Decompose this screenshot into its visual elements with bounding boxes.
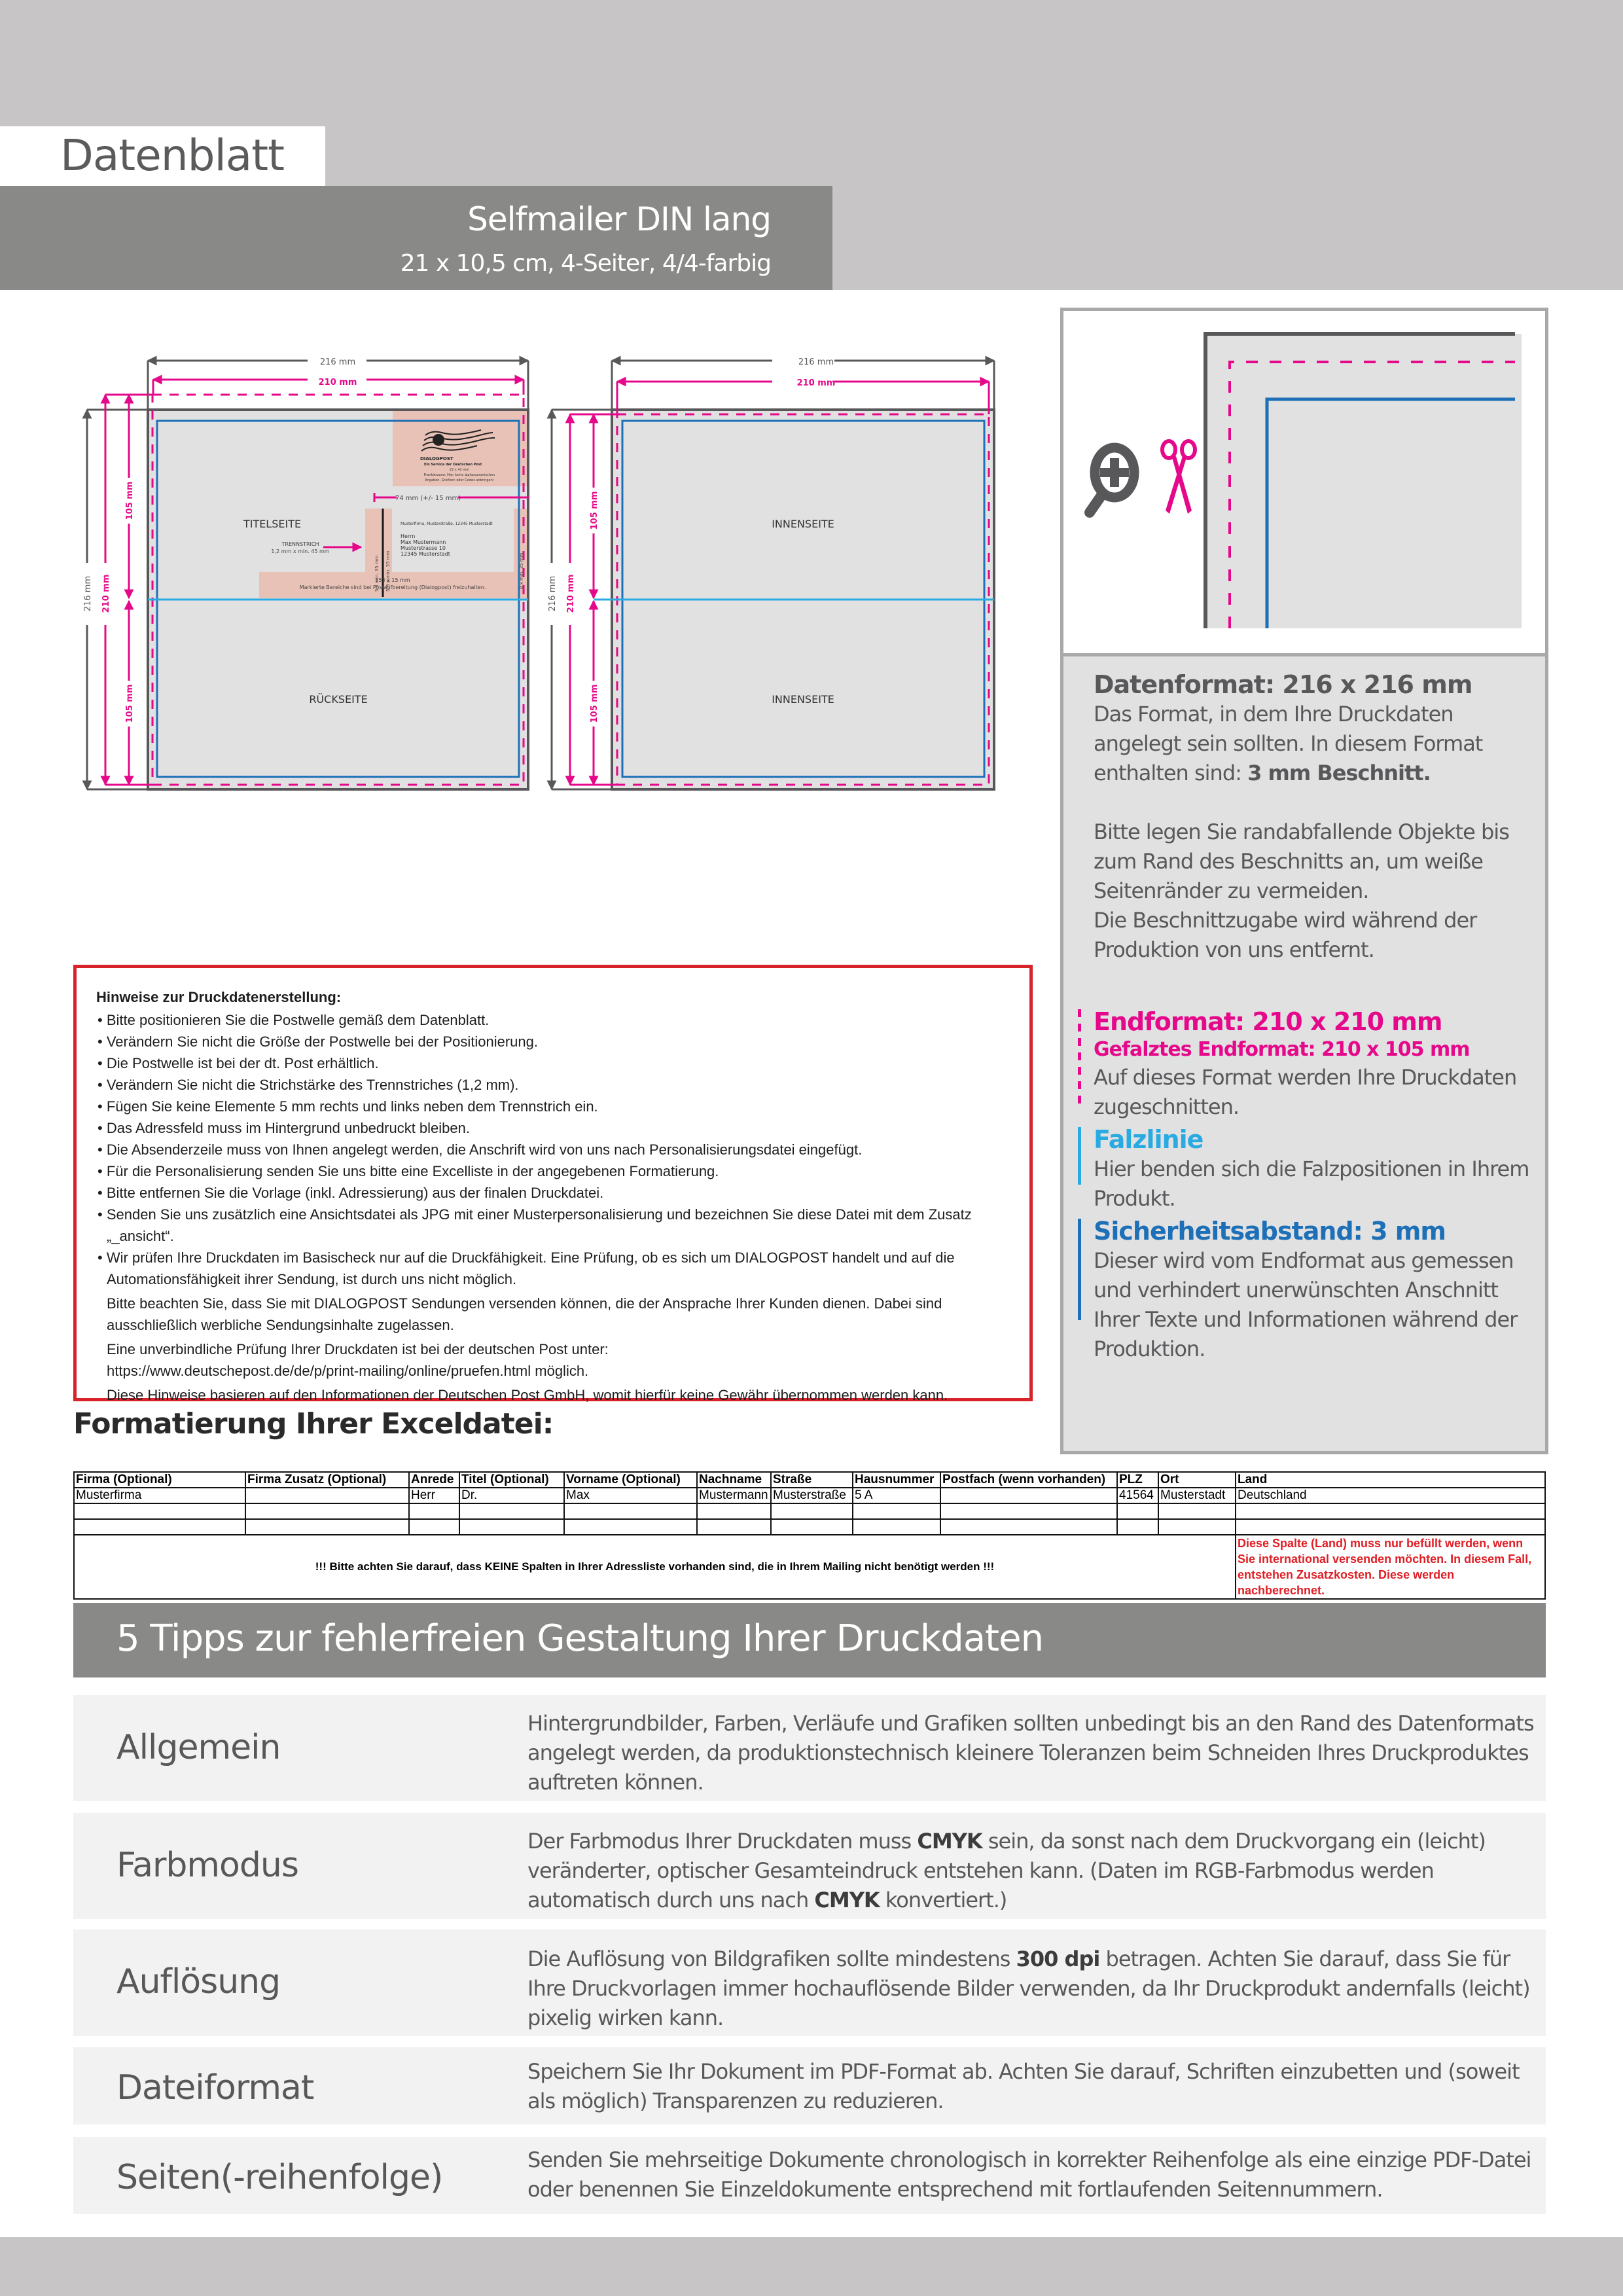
tip-name: Farbmodus <box>116 1846 298 1885</box>
table-cell <box>940 1488 1117 1503</box>
address-line-2: Max Mustermann <box>401 539 446 545</box>
table-cell <box>697 1503 771 1519</box>
column-header: Titel (Optional) <box>459 1472 564 1488</box>
table-cell: Musterstadt <box>1158 1488 1236 1503</box>
table-cell <box>853 1519 940 1535</box>
table-row <box>74 1488 1545 1503</box>
hint-item: • Das Adressfeld muss im Hintergrund unbedruckt bleiben. <box>96 1117 1010 1139</box>
tip-allgemein <box>73 1695 1546 1801</box>
tip-text-part: konvertiert.) <box>879 1888 1007 1912</box>
safety-text: Dieser wird vom Endformat aus gemessen und verhindert unerwünschten Anschnitt Ihrer Texte und Informationen während der Produktion. <box>1094 1248 1518 1361</box>
table-cell: Max <box>564 1488 697 1503</box>
product-bar <box>0 186 832 290</box>
excel-format-table <box>73 1471 1546 1600</box>
fold-legend-bar <box>1078 1127 1081 1185</box>
offset-label: 74 mm (+/- 15 mm) <box>395 495 461 502</box>
hint-item: • Fügen Sie keine Elemente 5 mm rechts und links neben dem Trennstrich ein. <box>96 1096 1010 1117</box>
table-cell: Musterfirma <box>74 1488 245 1503</box>
legend-datenformat <box>1094 670 1532 965</box>
hint-para-3: Diese Hinweise basieren auf den Informationen der Deutschen Post GmbH, womit hierfür keine Gewähr übernommen werden kann. <box>107 1387 948 1403</box>
dim-height-216: 216 mm <box>83 575 93 612</box>
page-title-box <box>0 126 325 186</box>
hint-item: • Verändern Sie nicht die Strichstärke des Trennstriches (1,2 mm). <box>96 1074 1010 1096</box>
table-cell <box>697 1519 771 1535</box>
product-name: Selfmailer DIN lang <box>467 200 771 238</box>
table-cell <box>853 1503 940 1519</box>
table-cell <box>1158 1519 1236 1535</box>
tip-name: Allgemein <box>116 1728 281 1767</box>
column-header: Hausnummer <box>853 1472 940 1488</box>
column-header: Firma Zusatz (Optional) <box>245 1472 409 1488</box>
zone-c-label: 8 x min. 35 mm <box>519 552 524 589</box>
dim-lower-105: 105 mm <box>125 684 135 723</box>
table-cell: Herr <box>409 1488 459 1503</box>
table-cell <box>940 1519 1117 1535</box>
magnifier-plus-icon <box>1090 448 1134 512</box>
safety-title: Sicherheitsabstand: 3 mm <box>1094 1217 1446 1246</box>
table-cell: Musterstraße <box>771 1488 853 1503</box>
table-cell <box>940 1503 1117 1519</box>
datenformat-text: Das Format, in dem Ihre Druckdaten angelegt sein sollten. In diesem Format enthalten sind: <box>1094 702 1483 785</box>
address-line-3: Musterstrasse 10 <box>401 545 446 551</box>
tip-text: Speichern Sie Ihr Dokument im PDF-Format ab. Achten Sie darauf, Schriften einzubetten und (soweit als möglich) Transparenzen zu reduzieren. <box>527 2059 1520 2113</box>
datenformat-text-3: Die Beschnittzugabe wird während der Produktion von uns entfernt. <box>1094 908 1477 962</box>
table-cell: Mustermann <box>697 1488 771 1503</box>
column-warning: !!! Bitte achten Sie darauf, dass KEINE Spalten in Ihrer Adressliste vorhanden sind, die in Ihrem Mailing nicht benötigt werden !!! <box>74 1535 1236 1599</box>
tip-text: Hintergrundbilder, Farben, Verläufe und Grafiken sollten unbedingt bis an den Rand des Datenformats angelegt werden, da produktionstechnisch kleinere Toleranzen beim Schneiden Ihres Druckproduktes auftreten können. <box>527 1711 1534 1795</box>
table-cell <box>245 1488 409 1503</box>
hint-para-2a: Eine unverbindliche Prüfung Ihrer Druckdaten ist bei der deutschen Post unter: <box>107 1341 609 1357</box>
diagram-front <box>83 357 529 789</box>
legend-zoom-illustration <box>1063 311 1545 656</box>
dim-width-216: 216 mm <box>798 357 834 367</box>
hint-item: • Verändern Sie nicht die Größe der Postwelle bei der Positionierung. <box>96 1031 1010 1052</box>
endformat-text: Auf dieses Format werden Ihre Druckdaten zugeschnitten. <box>1094 1065 1517 1119</box>
tip-text-part: sein, da sonst nach dem Druckvorgang ein (leicht) veränderter, optischer Gesamteindruck entstehen kann. (Daten im RGB-Farbmodus werden automatisch durch uns nach <box>527 1829 1486 1912</box>
column-header: Nachname <box>697 1472 771 1488</box>
label-innenseite-bottom: INNENSEITE <box>772 693 834 706</box>
layout-diagrams <box>0 327 1047 825</box>
column-header: Straße <box>771 1472 853 1488</box>
stamp-note-2: Angaben, Grafiken oder Codes anbringen! <box>425 478 494 482</box>
table-cell <box>459 1519 564 1535</box>
table-cell <box>1117 1503 1158 1519</box>
tip-text-bold: 300 dpi <box>1016 1946 1100 1971</box>
column-header: Firma (Optional) <box>74 1472 245 1488</box>
band-size: 153 x 15 mm <box>375 577 410 583</box>
stamp-note-1: Frankierzone: Hier keine alphanumerischen <box>423 473 495 477</box>
table-cell <box>1236 1519 1545 1535</box>
table-cell <box>771 1503 853 1519</box>
column-header: PLZ <box>1117 1472 1158 1488</box>
table-cell <box>564 1503 697 1519</box>
tip-dateiformat <box>73 2047 1546 2125</box>
hint-link[interactable]: https://www.deutschepost.de/de/p/print-mailing/online/pruefen.html möglich. <box>107 1363 589 1379</box>
scissors-icon <box>1162 441 1195 514</box>
table-cell: 5 A <box>853 1488 940 1503</box>
zone-b-label: 5-8 x min. 35 mm <box>385 550 391 592</box>
endformat-title: Endformat: 210 x 210 mm <box>1094 1007 1442 1036</box>
tip-text-part: Die Auflösung von Bildgrafiken sollte mindestens <box>527 1946 1016 1971</box>
table-cell <box>74 1519 245 1535</box>
label-rueckseite: RÜCKSEITE <box>309 693 368 706</box>
diagram-inside <box>548 357 994 789</box>
separator-size: 1,2 mm x min. 45 mm <box>271 548 330 554</box>
hint-item: • Für die Personalisierung senden Sie uns bitte eine Excelliste in der angegebenen Formatierung. <box>96 1160 1010 1182</box>
stamp-size: 22 x 42 mm <box>449 468 470 472</box>
legend-falzlinie <box>1094 1124 1532 1213</box>
label-innenseite-top: INNENSEITE <box>772 518 834 530</box>
sender-line: Musterfirma, Musterstraße, 12345 Musterstadt <box>401 522 493 526</box>
hint-item: • Bitte entfernen Sie die Vorlage (inkl. Adressierung) aus der finalen Druckdatei. <box>96 1182 1010 1204</box>
tip-name: Seiten(-reihenfolge) <box>116 2158 443 2197</box>
table-cell <box>1236 1503 1545 1519</box>
product-specs: 21 x 10,5 cm, 4-Seiter, 4/4-farbig <box>400 250 771 277</box>
hint-item: • Wir prüfen Ihre Druckdaten im Basischeck nur auf die Druckfähigkeit. Eine Prüfung, ob es sich um DIALOGPOST handelt und auf die Automationsfähigkeit ihrer Sendung, ist durch uns nicht möglich. <box>96 1247 1010 1290</box>
tip-text <box>527 1827 1535 1915</box>
table-cell: 41564 <box>1117 1488 1158 1503</box>
column-header: Postfach (wenn vorhanden) <box>940 1472 1117 1488</box>
table-cell <box>245 1503 409 1519</box>
print-data-hints <box>73 965 1033 1401</box>
address-line-1: Herrn <box>401 533 416 539</box>
table-row <box>74 1519 1545 1535</box>
hint-item: • Die Absenderzeile muss von Ihnen angelegt werden, die Anschrift wird von uns nach Personalisierungsdatei eingefügt. <box>96 1139 1010 1160</box>
dim-width-210: 210 mm <box>796 378 836 388</box>
table-cell: Dr. <box>459 1488 564 1503</box>
column-header: Land <box>1236 1472 1545 1488</box>
endformat-subtitle: Gefalztes Endformat: 210 x 105 mm <box>1094 1038 1470 1061</box>
datenformat-bold: 3 mm Beschnitt. <box>1247 761 1431 785</box>
safety-legend-bar <box>1078 1219 1081 1320</box>
hint-item: • Die Postwelle ist bei der dt. Post erhältlich. <box>96 1052 1010 1074</box>
stamp-line: Ein Service der Deutschen Post <box>424 463 482 467</box>
stamp-brand: DIALOGPOST <box>420 456 454 461</box>
separator-title: TRENNSTRICH <box>281 541 319 547</box>
dim-height-216: 216 mm <box>548 575 558 612</box>
tip-aufloesung <box>73 1929 1546 2036</box>
tips-heading: 5 Tipps zur fehlerfreien Gestaltung Ihrer Druckdaten <box>73 1603 1546 1677</box>
zone-a-label: 5 x min. 35 mm <box>374 555 380 592</box>
legend-panel <box>1060 308 1548 1454</box>
column-header: Vorname (Optional) <box>564 1472 697 1488</box>
table-cell <box>409 1503 459 1519</box>
legend-safety <box>1094 1216 1532 1364</box>
tip-farbmodus <box>73 1813 1546 1919</box>
table-cell <box>409 1519 459 1535</box>
dim-lower-105: 105 mm <box>590 684 599 723</box>
hints-title: Hinweise zur Druckdatenerstellung: <box>96 989 342 1005</box>
dim-height-210: 210 mm <box>101 574 111 613</box>
footer-band <box>0 2237 1623 2296</box>
table-cell <box>1158 1503 1236 1519</box>
table-note-row <box>74 1535 1545 1599</box>
dim-width-216: 216 mm <box>319 357 356 367</box>
dim-width-210: 210 mm <box>318 378 357 387</box>
tip-text-bold: CMYK <box>917 1829 982 1854</box>
land-note: Diese Spalte (Land) muss nur befüllt werden, wenn Sie international versenden möchten. In diesem Fall, entstehen Zusatzkosten. Diese werden nachberechnet. <box>1236 1535 1545 1599</box>
dim-height-210: 210 mm <box>566 574 576 613</box>
hint-item: • Bitte positionieren Sie die Postwelle gemäß dem Datenblatt. <box>96 1009 1010 1031</box>
falz-title: Falzlinie <box>1094 1125 1204 1154</box>
column-header: Ort <box>1158 1472 1236 1488</box>
table-cell <box>1117 1519 1158 1535</box>
hint-para-1: Bitte beachten Sie, dass Sie mit DIALOGPOST Sendungen versenden können, die der Ansprache Ihrer Kunden dienen. Dabei sind ausschließlich werbliche Sendungsinhalte zugelassen. <box>107 1295 942 1333</box>
table-cell <box>459 1503 564 1519</box>
band-note: Markierte Bereiche sind bei Postaufbereitung (Dialogpost) freizuhalten. <box>299 584 486 590</box>
table-row <box>74 1503 1545 1519</box>
page-title: Datenblatt <box>60 130 285 181</box>
tip-text-part: betragen. Achten Sie darauf, dass Sie für Ihre Druckvorlagen immer hochauflösende Bilder verwenden, da Ihr Druckprodukt andernfalls (leicht) pixelig wirken kann. <box>527 1946 1530 2030</box>
tip-text-part: Der Farbmodus Ihrer Druckdaten muss <box>527 1829 918 1854</box>
trim-legend-bar <box>1078 1009 1081 1107</box>
excel-heading: Formatierung Ihrer Exceldatei: <box>73 1407 554 1441</box>
legend-endformat <box>1094 1007 1532 1122</box>
table-cell: Deutschland <box>1236 1488 1545 1503</box>
label-titelseite: TITELSEITE <box>243 518 302 530</box>
column-header: Anrede <box>409 1472 459 1488</box>
tip-seitenreihenfolge <box>73 2137 1546 2214</box>
excel-header-row <box>74 1472 1545 1488</box>
datenformat-text-2: Bitte legen Sie randabfallende Objekte bis zum Rand des Beschnitts an, um weiße Seitenränder zu vermeiden. <box>1094 819 1509 903</box>
tip-text: Senden Sie mehrseitige Dokumente chronologisch in korrekter Reihenfolge als eine einzige PDF-Datei oder benennen Sie Einzeldokumente entsprechend mit fortlaufenden Seitennummern. <box>527 2147 1531 2202</box>
table-cell <box>245 1519 409 1535</box>
hint-item: • Senden Sie uns zusätzlich eine Ansichtsdatei als JPG mit einer Musterpersonalisierung und bezeichnen Sie diese Datei mit dem Zusatz „_ansicht“. <box>96 1204 1010 1247</box>
dim-upper-105: 105 mm <box>125 481 135 520</box>
dim-upper-105: 105 mm <box>590 491 599 530</box>
table-cell <box>771 1519 853 1535</box>
datenformat-title: Datenformat: 216 x 216 mm <box>1094 670 1472 699</box>
tip-text <box>527 1945 1535 2033</box>
table-cell <box>564 1519 697 1535</box>
tip-name: Dateiformat <box>116 2068 314 2108</box>
tip-name: Auflösung <box>116 1962 281 2001</box>
tip-text-bold: CMYK <box>814 1888 880 1912</box>
falz-text: Hier benden sich die Falzpositionen in Ihrem Produkt. <box>1094 1157 1529 1211</box>
table-cell <box>74 1503 245 1519</box>
address-line-4: 12345 Musterstadt <box>401 551 450 557</box>
